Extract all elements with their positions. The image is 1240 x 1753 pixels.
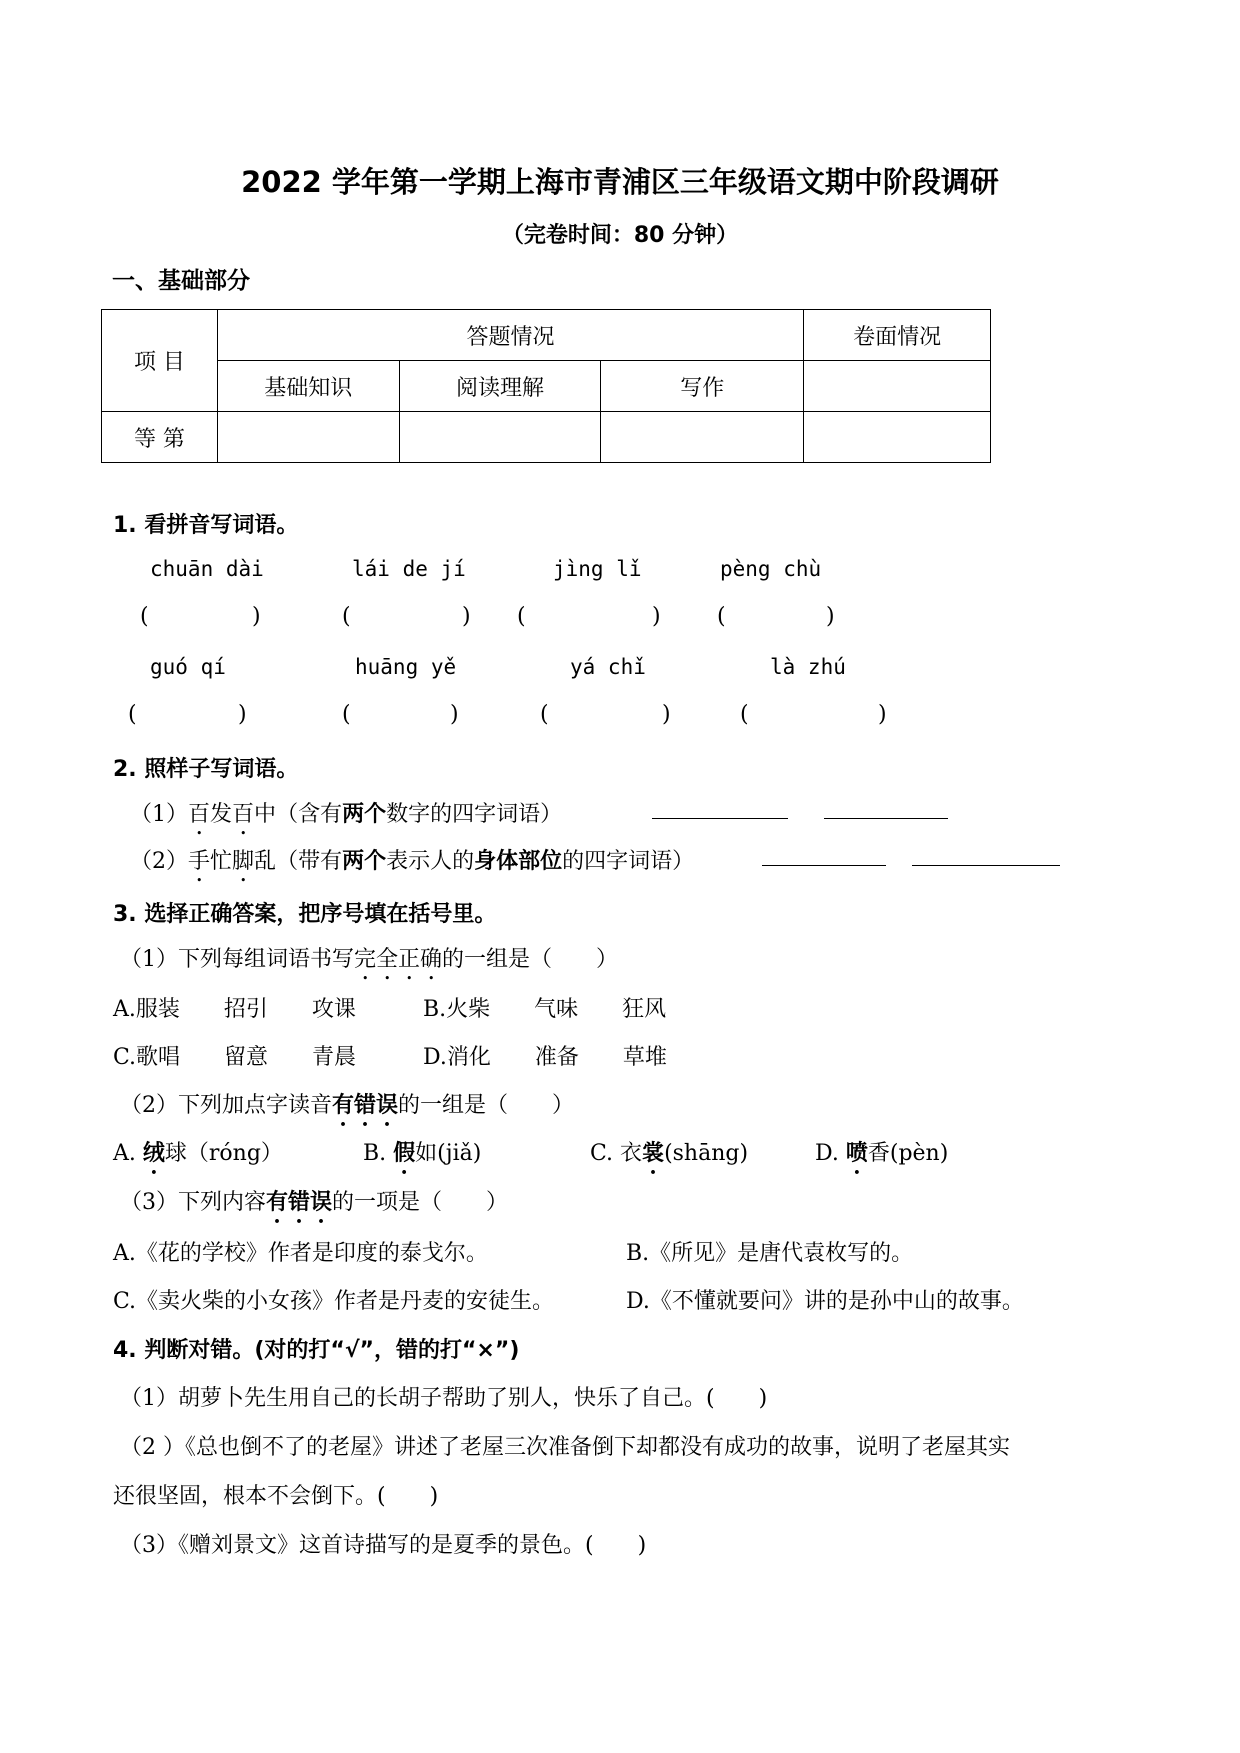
score-table-cell-blank <box>804 361 991 412</box>
pinyin-item: lái de jí <box>352 557 466 581</box>
score-table-col-reading: 阅读理解 <box>399 361 601 412</box>
question-3-sub-2 <box>120 1088 574 1131</box>
pinyin-item: là zhú <box>770 655 846 679</box>
answer-bracket-open: ( <box>740 702 749 727</box>
answer-line[interactable] <box>762 845 886 870</box>
option-label: D. <box>815 1141 846 1166</box>
option-text: 如(jiǎ) <box>415 1141 482 1166</box>
judge-item-3: （3）《赠刘景文》这首诗描写的是夏季的景色。( ) <box>120 1533 647 1558</box>
score-table-item-label: 项 目 <box>102 310 218 412</box>
answer-bracket-open: ( <box>342 604 351 629</box>
prompt-emphasis: 有错误 <box>266 1189 333 1215</box>
char: 忙 <box>210 849 233 874</box>
option-c: C.《卖火柴的小女孩》作者是丹麦的安徒生。 <box>113 1289 555 1314</box>
answer-bracket-close: ) <box>662 702 671 727</box>
answer-line[interactable] <box>652 798 788 823</box>
option-b: B.火柴 气味 狂风 <box>423 997 667 1022</box>
question-3-sub-3 <box>120 1185 508 1228</box>
score-table-paper-header: 卷面情况 <box>804 310 991 361</box>
option-b: B.《所见》是唐代袁枚写的。 <box>626 1241 914 1266</box>
option-c <box>590 1136 748 1179</box>
item-number: （1） <box>130 802 188 827</box>
question-2-item-1 <box>130 797 562 840</box>
char: 中 <box>254 802 277 827</box>
score-table-col-basic: 基础知识 <box>217 361 399 412</box>
prompt-text: （1）下列每组词语书写 <box>120 947 354 972</box>
option-a: A.《花的学校》作者是印度的泰戈尔。 <box>113 1241 488 1266</box>
hint-text: （带有 <box>276 849 343 874</box>
option-c: C.歌唱 留意 青晨 <box>113 1045 357 1070</box>
score-table-cell-blank <box>804 412 991 463</box>
hint-emphasis: 两个 <box>342 801 387 827</box>
hint-emphasis: 两个 <box>342 848 387 874</box>
question-1-title: 1. 看拼音写词语。 <box>113 513 299 538</box>
answer-bracket-close: ) <box>652 604 661 629</box>
score-table-cell-blank <box>217 412 399 463</box>
answer-bracket-open: ( <box>342 702 351 727</box>
score-table-col-writing: 写作 <box>601 361 804 412</box>
hint-text: 的四字词语） <box>562 849 695 874</box>
option-text: (shāng) <box>664 1141 749 1166</box>
prompt-text: 的一组是（ ） <box>442 947 619 972</box>
answer-line[interactable] <box>912 845 1060 870</box>
answer-bracket-open: ( <box>128 702 137 727</box>
option-a: A.服装 招引 攻课 <box>113 997 356 1022</box>
answer-bracket-close: ) <box>238 702 247 727</box>
option-label: A. <box>113 1141 143 1166</box>
item-number: （2） <box>130 849 188 874</box>
option-b <box>363 1136 481 1179</box>
answer-bracket-open: ( <box>140 604 149 629</box>
answer-line[interactable] <box>824 798 948 823</box>
option-text: 香(pèn) <box>867 1141 949 1166</box>
option-text: 球（róng） <box>164 1141 283 1166</box>
dotted-char: 百 <box>188 802 211 827</box>
hint-text: 表示人的 <box>386 849 475 874</box>
option-a <box>113 1136 283 1179</box>
dotted-char: 脚 <box>232 849 255 874</box>
hint-text: （含有 <box>276 802 343 827</box>
judge-item-1: （1）胡萝卜先生用自己的长胡子帮助了别人，快乐了自己。( ) <box>120 1386 768 1411</box>
dotted-char: 手 <box>188 849 211 874</box>
dotted-char: 绒 <box>142 1140 165 1166</box>
char: 乱 <box>254 849 277 874</box>
option-label: C. 衣 <box>590 1141 643 1166</box>
char: 发 <box>210 802 233 827</box>
prompt-emphasis: 完全正确 <box>354 947 443 972</box>
section-basic-title: 一、基础部分 <box>112 268 250 294</box>
score-table-cell-blank <box>399 412 601 463</box>
answer-bracket-close: ) <box>450 702 459 727</box>
question-3-title: 3. 选择正确答案，把序号填在括号里。 <box>113 902 497 927</box>
score-table-grade-label: 等 第 <box>102 412 218 463</box>
pinyin-item: chuān dài <box>150 557 264 581</box>
answer-bracket-open: ( <box>540 702 549 727</box>
prompt-text: （3）下列内容 <box>120 1190 266 1215</box>
pinyin-item: huāng yě <box>355 655 457 679</box>
option-d: D.消化 准备 草堆 <box>423 1045 667 1070</box>
dotted-char: 喷 <box>845 1140 868 1166</box>
score-table <box>101 309 991 463</box>
option-d: D.《不懂就要问》讲的是孙中山的故事。 <box>626 1289 1024 1314</box>
question-3-sub-1 <box>120 942 618 985</box>
option-d <box>815 1136 948 1179</box>
exam-duration: （完卷时间：80 分钟） <box>501 223 739 248</box>
question-2-item-2 <box>130 844 694 887</box>
judge-item-2-line-2: 还很坚固，根本不会倒下。( ) <box>113 1484 439 1509</box>
judge-item-2-line-1: （2 ）《总也倒不了的老屋》讲述了老屋三次准备倒下却都没有成功的故事，说明了老屋其实 <box>120 1435 1010 1460</box>
score-table-cell-blank <box>601 412 804 463</box>
prompt-emphasis: 有错误 <box>332 1092 399 1118</box>
answer-bracket-close: ) <box>826 604 835 629</box>
answer-bracket-close: ) <box>462 604 471 629</box>
dotted-char: 裳 <box>642 1140 665 1166</box>
page-title: 2022 学年第一学期上海市青浦区三年级语文期中阶段调研 <box>241 165 999 199</box>
score-table-answer-header: 答题情况 <box>217 310 803 361</box>
pinyin-item: guó qí <box>150 655 226 679</box>
dotted-char: 百 <box>232 802 255 827</box>
prompt-text: 的一组是（ ） <box>398 1093 575 1118</box>
answer-bracket-close: ) <box>878 702 887 727</box>
prompt-text: 的一项是（ ） <box>332 1190 509 1215</box>
question-4-title: 4. 判断对错。(对的打“√”，错的打“×”) <box>113 1338 520 1363</box>
pinyin-item: yá chǐ <box>570 655 646 679</box>
answer-bracket-close: ) <box>252 604 261 629</box>
hint-emphasis: 身体部位 <box>474 848 563 874</box>
answer-bracket-open: ( <box>517 604 526 629</box>
hint-text: 数字的四字词语） <box>386 802 563 827</box>
prompt-text: （2）下列加点字读音 <box>120 1093 332 1118</box>
dotted-char: 假 <box>393 1140 416 1166</box>
pinyin-item: jìng lǐ <box>553 557 642 581</box>
option-label: B. <box>363 1141 394 1166</box>
question-2-title: 2. 照样子写词语。 <box>113 757 299 782</box>
pinyin-item: pèng chù <box>720 557 822 581</box>
answer-bracket-open: ( <box>717 604 726 629</box>
